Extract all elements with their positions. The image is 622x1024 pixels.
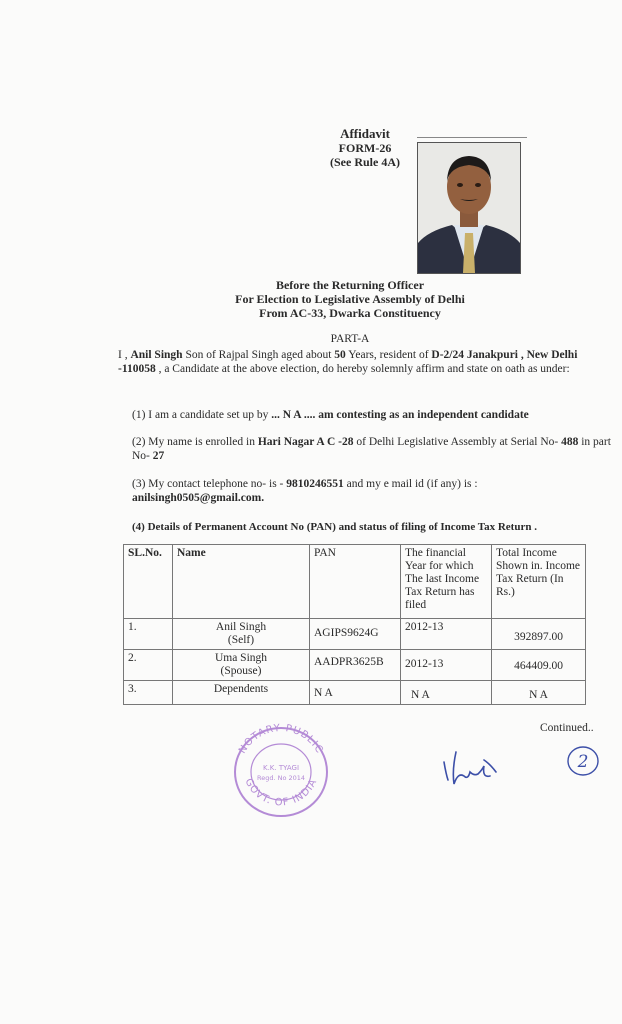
item-2-text-2: of Delhi Legislative Assembly at Serial No- [353,436,562,448]
row-2-pan: AADPR3625B [310,650,401,681]
header-year: The financial Year for which The last Income Tax Return has filed [401,545,492,619]
candidate-photo [417,142,521,274]
header-pan: PAN [310,545,401,619]
item-1-number: (1) [132,409,146,421]
email-address: anilsingh0505@gmail.com. [132,492,265,504]
page-number-circle-icon [566,744,600,778]
item-1 [132,408,602,422]
returning-officer-line: Before the Returning Officer [275,278,425,292]
header-income: Total Income Shown in. Income Tax Return (In Rs.) [492,545,586,619]
item-4-text: Details of Permanent Account No (PAN) and status of filing of Income Tax Return . [147,521,537,533]
intro-paragraph [118,348,612,376]
enrolled-constituency: Hari Nagar A C -28 [257,436,354,448]
election-line: For Election to Legislative Assembly of Delhi [235,292,465,306]
row-1-year: 2012-13 [401,619,492,650]
intro-text-2: Son of Rajpal Singh aged about [182,349,335,361]
rule-reference: (See Rule 4A) [330,155,400,169]
item-1-party: ... N A .... am contesting as an independent candidate [271,409,529,421]
stamp-top-text: NOTARY PUBLIC [237,722,325,756]
header-name: Name [173,545,310,619]
item-2-number: (2) [132,436,146,448]
row-2-income: 464409.00 [492,650,586,681]
row-2-relation: (Spouse) [220,665,262,677]
table-row [124,650,586,681]
row-1-sl: 1. [124,619,173,650]
phone-number: 9810246551 [286,478,344,490]
row-3-sl: 3. [124,681,173,705]
row-3-income: N A [492,681,586,705]
page-number: 2 [577,752,589,772]
serial-number: 488 [561,436,579,448]
intro-text-1: I , [118,349,131,361]
intro-text-4: , a Candidate at the above election, do hereby solemnly affirm and state on oath as under: [155,363,570,375]
candidate-age: 50 [334,349,346,361]
row-1-income: 392897.00 [492,619,586,650]
row-2-year: 2012-13 [401,650,492,681]
row-1-pan: AGIPS9624G [310,619,401,650]
candidate-portrait-image [418,143,520,273]
row-1-name [173,619,310,650]
intro-text-3: Years, resident of [345,349,432,361]
item-4 [132,520,602,534]
row-2-sl: 2. [124,650,173,681]
page-number-mark [566,744,600,778]
signature [440,742,500,790]
form-number: FORM-26 [338,141,392,155]
pan-table [123,544,586,705]
row-3-pan: N A [310,681,401,705]
table-row [124,619,586,650]
row-1-relation: (Self) [227,634,255,646]
photo-top-line [417,137,527,138]
item-2-text-1: My name is enrolled in [148,436,258,448]
notary-seal-icon [226,720,336,820]
table-header-row [124,545,586,619]
item-3 [132,477,572,505]
item-3-number: (3) [132,478,146,490]
item-1-text: I am a candidate set up by [148,409,272,421]
row-2-person: Uma Singh [214,652,268,664]
returning-officer-block [200,278,500,320]
row-2-name [173,650,310,681]
constituency-line: From AC-33, Dwarka Constituency [259,306,441,320]
affidavit-title [320,127,410,169]
item-2-text-3: in part No- [132,436,611,462]
title-text: Affidavit [340,126,390,141]
candidate-address: D-2/24 Janakpuri , New Delhi -110058 [118,349,578,375]
stamp-regd: Regd. No 2014 [256,774,306,782]
stamp-bottom-text: GOVT. OF INDIA [242,776,320,809]
row-3-name: Dependents [173,681,310,705]
part-heading: PART-A [330,333,370,345]
part-number: 27 [152,450,165,462]
notary-stamp [226,720,336,820]
item-2 [132,435,612,463]
row-1-person: Anil Singh [215,621,267,633]
continued-label: Continued.. [540,722,594,734]
table-row [124,681,586,705]
stamp-name: K.K. TYAGI [262,764,300,772]
signature-scribble-icon [440,742,500,790]
item-3-text-2: and my e mail id (if any) is : [343,478,478,490]
item-3-text-1: My contact telephone no- is - [148,478,287,490]
candidate-name: Anil Singh [130,349,183,361]
row-3-year: N A [401,681,492,705]
header-sl: SL.No. [124,545,173,619]
item-4-number: (4) [132,521,145,533]
